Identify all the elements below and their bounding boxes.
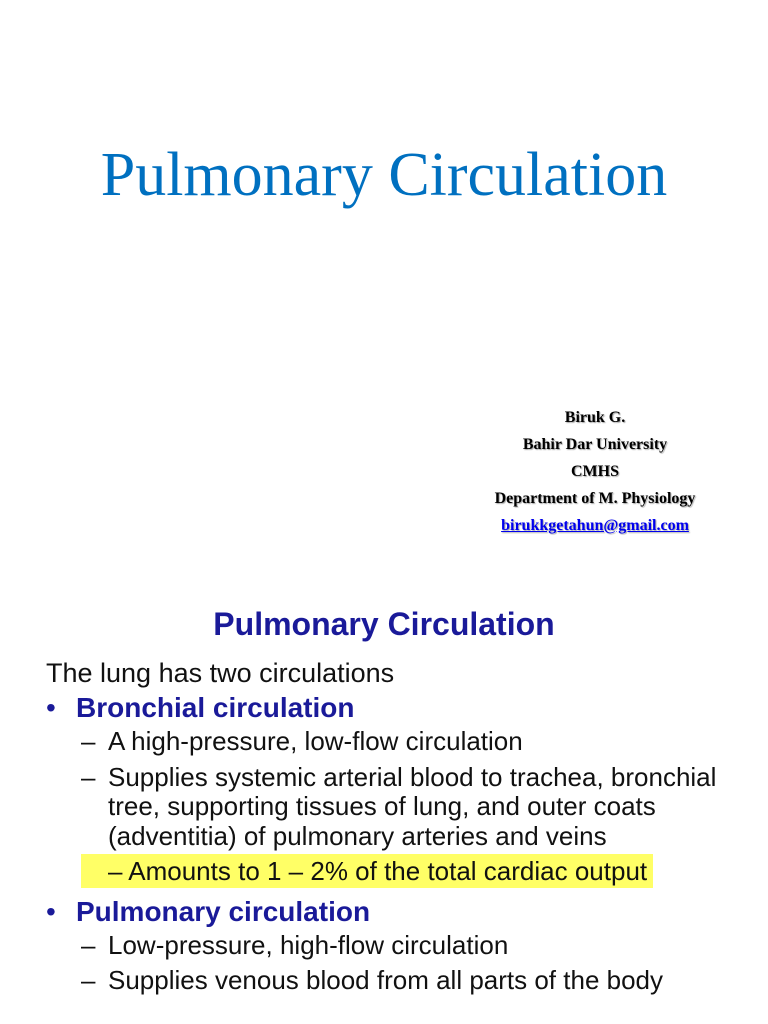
- sub-item-text: Low-pressure, high-flow circulation: [108, 929, 509, 960]
- dash-icon: –: [108, 856, 123, 886]
- bullet-heading: Pulmonary circulation: [76, 895, 371, 927]
- sub-item-text: Amounts to 1 – 2% of the total cardiac output: [128, 856, 648, 886]
- slide-heading: Pulmonary Circulation: [213, 606, 555, 642]
- dash-icon: –: [81, 965, 96, 995]
- sub-item: [81, 763, 728, 852]
- slide-body: [46, 657, 746, 1002]
- slide-title: Pulmonary Circulation: [100, 141, 668, 209]
- author-college: CMHS: [571, 463, 619, 480]
- sub-item-text: Supplies venous blood from all parts of the body: [108, 965, 664, 995]
- content-slide: [0, 576, 768, 1024]
- intro-text: The lung has two circulations: [46, 658, 395, 688]
- bullet-heading: Bronchial circulation: [76, 692, 355, 723]
- sub-item-text: Supplies systemic arterial blood to trachea, bronchial tree, supporting tissues of lung, and outer coats (adventitia) of pulmonary arteries and veins: [108, 761, 717, 851]
- author-email-link[interactable]: birukkgetahun@gmail.com: [501, 517, 689, 534]
- author-block: [430, 404, 760, 539]
- author-name: Biruk G.: [564, 409, 626, 426]
- author-university: Bahir Dar University: [522, 436, 668, 453]
- sub-item: [81, 931, 728, 961]
- sub-item-text: A high-pressure, low-flow circulation: [108, 726, 523, 756]
- highlight-mark: [81, 854, 653, 888]
- highlighted-sub-item: [81, 857, 728, 887]
- bullet-icon: •: [46, 692, 56, 723]
- bullet-item: [46, 893, 746, 931]
- dash-icon: –: [81, 929, 96, 960]
- sub-item: [81, 727, 728, 757]
- author-department: Department of M. Physiology: [494, 490, 696, 507]
- dash-icon: –: [81, 726, 96, 756]
- dash-icon: –: [81, 761, 96, 792]
- sub-item: [81, 966, 728, 996]
- sub-list: [81, 727, 746, 887]
- bullet-item: [46, 689, 746, 727]
- bullet-icon: •: [46, 895, 56, 927]
- sub-list: [81, 931, 746, 996]
